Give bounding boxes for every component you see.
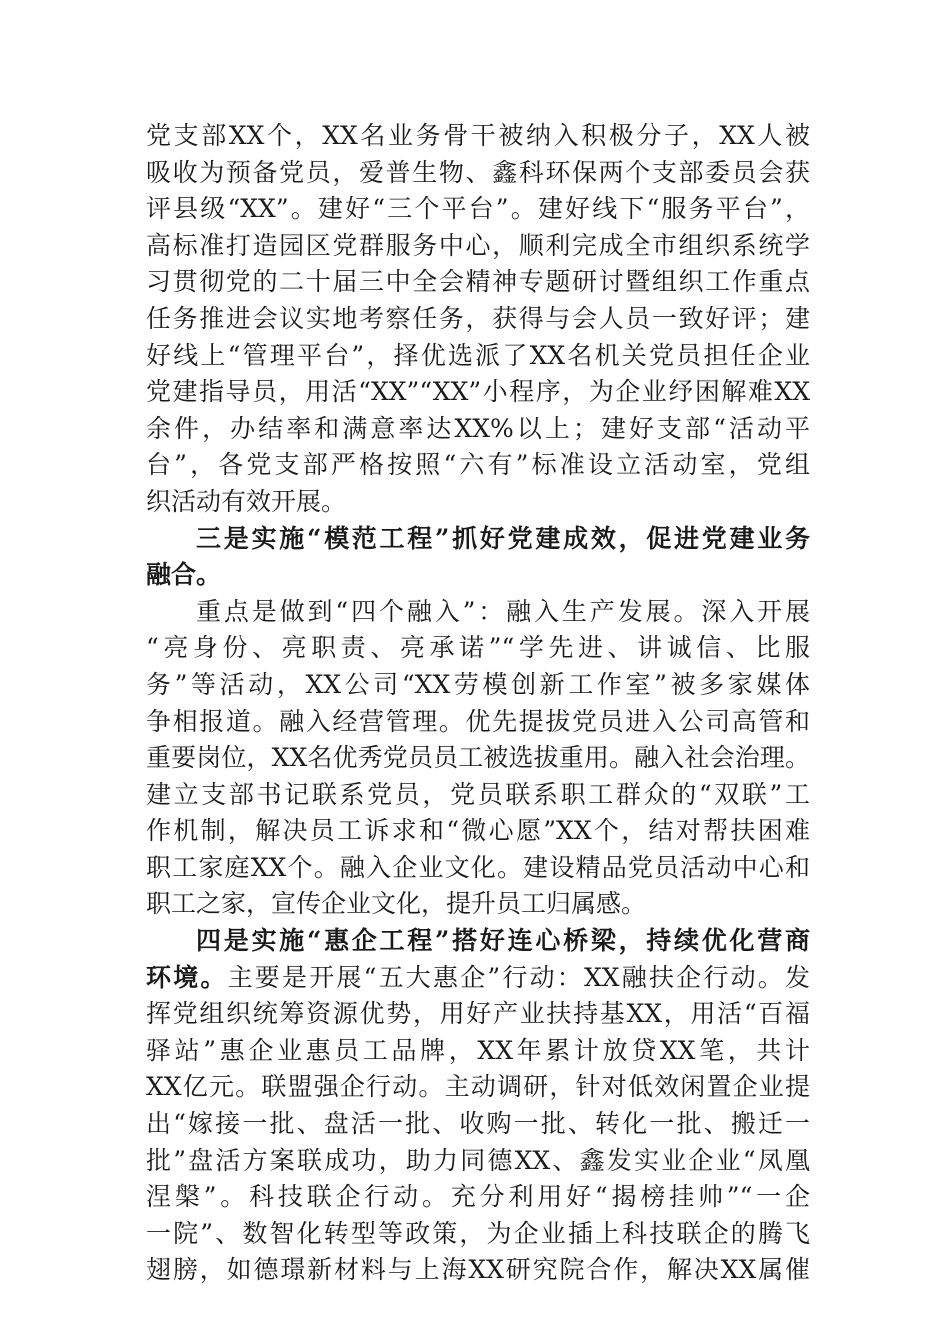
text-line: 职工之家，宣传企业文化，提升员工归属感。: [146, 889, 647, 919]
text-line: 台”，各党支部严格按照“六有”标准设立活动室，党组: [146, 450, 810, 480]
heading-line: 四是实施“惠企工程”搭好连心桥梁，持续优化营商: [196, 926, 810, 956]
text-line: 一院”、数智化转型等政策，为企业插上科技联企的腾飞: [146, 1218, 810, 1248]
text-line: 涅槃”。科技联企行动。充分利用好“揭榜挂帅”“一企: [146, 1182, 810, 1212]
text-line: 务”等活动，XX公司“XX劳模创新工作室”被多家媒体: [146, 669, 810, 699]
text-line: 好线上“管理平台”，择优选派了XX名机关党员担任企业: [146, 340, 810, 370]
text-line: 争相报道。融入经营管理。优先提拔党员进入公司高管和: [146, 706, 810, 736]
text-line: 高标准打造园区党群服务中心，顺利完成全市组织系统学: [146, 230, 810, 260]
mixed-line: [146, 960, 810, 997]
text-line: 翅膀，如德璟新材料与上海XX研究院合作，解决XX属催: [146, 1255, 810, 1285]
text-line: 织活动有效开展。: [146, 486, 347, 516]
heading-line: 融合。: [146, 560, 222, 590]
text-line: 余件，办结率和满意率达XX%以上；建好支部“活动平: [146, 413, 810, 443]
paragraph-benefit-enterprise: [146, 923, 810, 1289]
text-line: 吸收为预备党员，爱普生物、鑫科环保两个支部委员会获: [146, 157, 810, 187]
paragraph-four-integrations: [146, 594, 810, 923]
text-line: 作机制，解决员工诉求和“微心愿”XX个，结对帮扶困难: [146, 816, 810, 846]
text-line: 挥党组织统筹资源优势，用好产业扶持基XX，用活“百福: [146, 999, 810, 1029]
text-line: 批”盘活方案联成功，助力同德XX、鑫发实业企业“凤凰: [146, 1145, 810, 1175]
text-line: 党建指导员，用活“XX”“XX”小程序，为企业纾困解难XX: [146, 377, 810, 407]
text-line: 建立支部书记联系党员，党员联系职工群众的“双联”工: [146, 779, 810, 809]
heading-line: 三是实施“模范工程”抓好党建成效，促进党建业务: [196, 523, 810, 553]
text-line: XX亿元。联盟强企行动。主动调研，针对低效闲置企业提: [146, 1072, 810, 1102]
text-line: 出“嫁接一批、盘活一批、收购一批、转化一批、搬迁一: [146, 1109, 810, 1139]
text-line: 评县级“XX”。建好“三个平台”。建好线下“服务平台”，: [146, 194, 810, 224]
text-line: 任务推进会议实地考察任务，获得与会人员一致好评；建: [146, 303, 810, 333]
text-line: 职工家庭XX个。融入企业文化。建设精品党员活动中心和: [146, 852, 810, 882]
document-body: [146, 118, 810, 1289]
paragraph-party-platforms: [146, 118, 810, 521]
heading-fragment: 环境。: [146, 962, 228, 992]
text-line: 习贯彻党的二十届三中全会精神专题研讨暨组织工作重点: [146, 267, 810, 297]
text-line: “亮身份、亮职责、亮承诺”“学先进、讲诚信、比服: [146, 633, 810, 663]
text-fragment: 主要是开展“五大惠企”行动：XX融扶企行动。发: [227, 962, 810, 992]
text-line: 重要岗位，XX名优秀党员员工被选拔重用。融入社会治理。: [146, 743, 810, 773]
text-line: 重点是做到“四个融入”：融入生产发展。深入开展: [196, 596, 810, 626]
text-line: 党支部XX个，XX名业务骨干被纳入积极分子，XX人被: [146, 121, 810, 150]
text-line: 驿站”惠企业惠员工品牌，XX年累计放贷XX笔，共计: [146, 1035, 810, 1065]
section-heading-model-project: [146, 521, 810, 594]
